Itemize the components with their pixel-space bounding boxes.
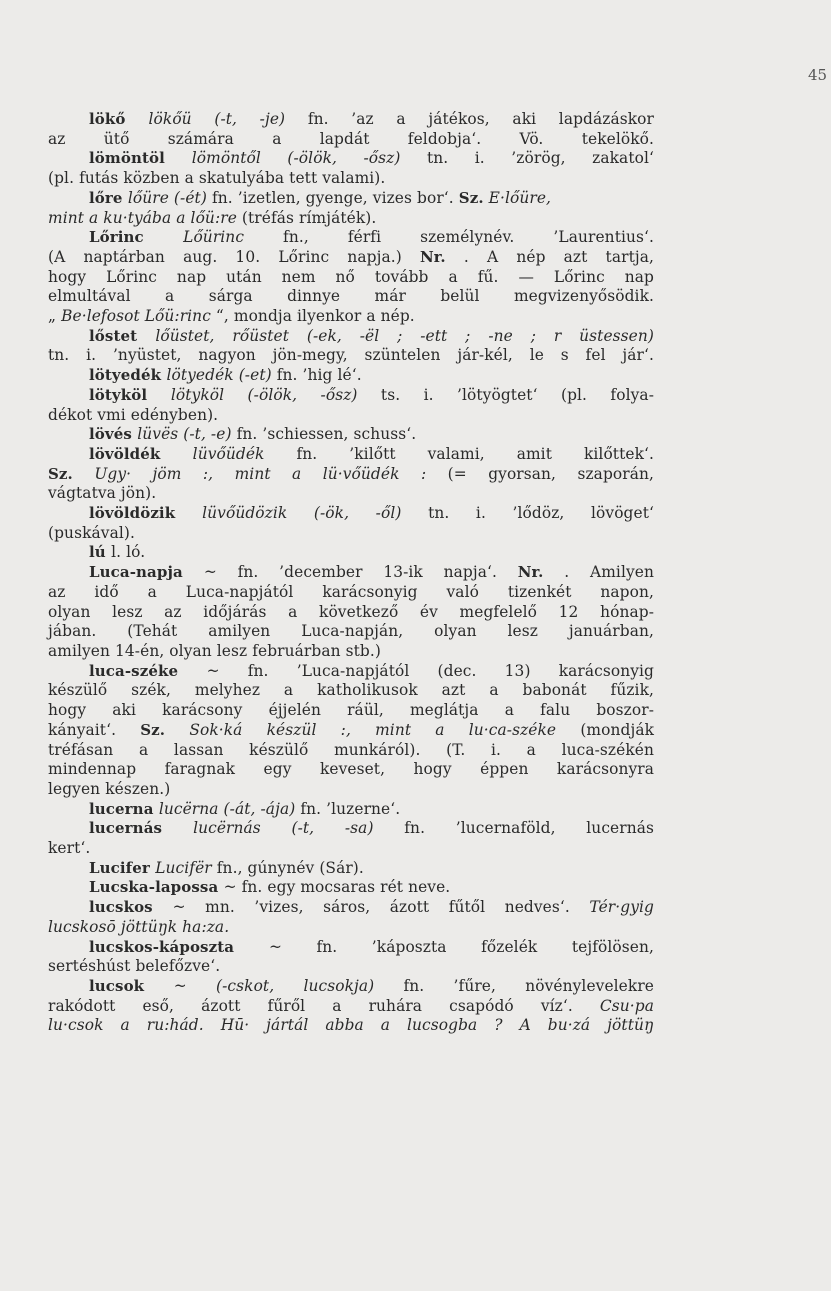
text-line <box>48 287 654 307</box>
dialect-form: Csu·pa <box>599 996 654 1015</box>
dialect-form: Lőürinc <box>183 228 245 247</box>
definition-text: kert‘. <box>48 839 91 858</box>
definition-text: fn. ’lucernaföld, lucernás <box>404 819 654 838</box>
text-line <box>48 741 654 761</box>
text-line <box>48 1016 654 1036</box>
headword: lövöldözik <box>89 504 203 523</box>
text-line <box>48 465 654 485</box>
definition-text: jában. (Tehát amilyen Luca-napján, olyan lesz januárban, <box>48 622 654 641</box>
dialect-form: lu·csok a ru:hád. Hū· jártál abba a lucsogba ? A bu·zá jöttüŋ <box>48 1016 654 1035</box>
text-line <box>48 346 654 366</box>
text-line <box>48 800 654 820</box>
text-line <box>48 386 654 406</box>
definition-text: ~ fn. egy mocsaras rét neve. <box>223 878 451 897</box>
headword: Sz. <box>458 188 484 207</box>
headword: Lucska-lapossa <box>89 878 224 897</box>
text-line <box>48 603 654 623</box>
definition-text: tn. i. ’lődöz, lövöget‘ <box>428 504 654 523</box>
definition-text: ~ fn. ’káposzta főzelék tejfölösen, <box>268 937 654 956</box>
dictionary-text <box>48 110 654 1036</box>
text-line <box>48 524 654 544</box>
text-line <box>48 169 654 189</box>
headword: lőstet <box>89 326 156 345</box>
text-line <box>48 189 654 209</box>
text-line <box>48 406 654 426</box>
headword: lucskos <box>89 898 173 917</box>
definition-text: fn. ’luzerne‘. <box>300 799 401 818</box>
dialect-form: Be·lefosot Lőü:rinc <box>61 307 211 326</box>
text-line <box>48 445 654 465</box>
definition-text: . A nép azt tartja, <box>463 247 654 266</box>
dialect-form: lüvës (-t, -e) <box>137 425 232 444</box>
headword: Sz. <box>48 464 73 483</box>
dialect-form: lucskosō jöttüŋk ha:za. <box>48 917 230 936</box>
headword: lucskos-káposzta <box>89 937 269 956</box>
definition-text: ~ fn. ’december 13-ik napja‘. <box>203 563 518 582</box>
headword: Lőrinc <box>89 228 184 247</box>
definition-text: fn. ’az a játékos, aki lapdázáskor <box>307 110 655 128</box>
dialect-form: (-cskot, lucsokja) <box>216 976 375 995</box>
definition-text: rakódott eső, ázott fűről a ruhára csapódó víz‘. <box>48 996 600 1015</box>
headword: lucerna <box>89 799 159 818</box>
headword: lú <box>89 543 112 562</box>
dialect-form: lucërnás (-t, -sa) <box>193 819 374 838</box>
text-line <box>48 918 654 938</box>
text-line <box>48 681 654 701</box>
definition-text: sertéshúst belefőzve‘. <box>48 957 221 976</box>
text-line <box>48 209 654 229</box>
dialect-form: mint a ku·tyába a lőü:re <box>48 208 237 227</box>
definition-text: fn., férfi személynév. ’Laurentius‘. <box>283 228 654 247</box>
dialect-form: lőüstet, rőüstet (-ek, -ël ; -ett ; -ne ; r üstessen) <box>155 326 654 345</box>
definition-text: fn. ’hig lé‘. <box>276 366 362 385</box>
text-line <box>48 327 654 347</box>
definition-text: (mondják <box>580 720 655 739</box>
headword: lőre <box>89 188 128 207</box>
definition-text: fn. ’fűre, növénylevelekre <box>403 976 654 995</box>
text-line <box>48 543 654 563</box>
text-line <box>48 662 654 682</box>
text-line <box>48 149 654 169</box>
text-line <box>48 228 654 248</box>
headword: lömöntöl <box>89 149 192 168</box>
dialect-form: Lucifër <box>155 858 212 877</box>
headword: Luca-napja <box>89 563 204 582</box>
definition-text: “, mondja ilyenkor a nép. <box>215 307 415 326</box>
definition-text: (tréfás rímjáték). <box>241 208 377 227</box>
headword: lövöldék <box>89 444 193 463</box>
definition-text: dékot vmi edényben). <box>48 405 219 424</box>
text-line <box>48 425 654 445</box>
text-line <box>48 622 654 642</box>
dialect-form: lüvőüdözik (-ök, -ől) <box>202 504 402 523</box>
text-line <box>48 997 654 1017</box>
definition-text: hogy aki karácsony éjjelén ráül, meglátja a falu boszor- <box>48 701 654 720</box>
text-line <box>48 819 654 839</box>
text-line <box>48 248 654 268</box>
definition-text: kányait‘. <box>48 720 141 739</box>
definition-text: készülő szék, melyhez a katholikusok azt a babonát fűzik, <box>48 681 654 700</box>
definition-text: fn., gúnynév (Sár). <box>216 858 364 877</box>
definition-text: (puskával). <box>48 523 135 542</box>
definition-text: fn. ’izetlen, gyenge, vizes bor‘. <box>211 188 459 207</box>
text-line <box>48 957 654 977</box>
text-line <box>48 642 654 662</box>
definition-text: legyen készen.) <box>48 779 171 798</box>
definition-text: tn. i. ’zörög, zakatol‘ <box>426 149 654 168</box>
headword: Lucifer <box>89 858 156 877</box>
definition-text: tréfásan a lassan készülő munkáról). (T. i. a luca-székén <box>48 740 654 759</box>
definition-text: (= gyorsan, szaporán, <box>447 464 655 483</box>
dialect-form: lötyköl (-ölök, -ősz) <box>170 385 358 404</box>
headword: lucsok <box>89 976 174 995</box>
text-line <box>48 878 654 898</box>
definition-text: amilyen 14-én, olyan lesz februárban stb.) <box>48 641 381 660</box>
dialect-form: Tér·gyig <box>589 898 654 917</box>
definition-text: . Amilyen <box>564 563 654 582</box>
definition-text: fn. ’kilőtt valami, amit kilőttek‘. <box>296 444 654 463</box>
text-line <box>48 484 654 504</box>
dialect-form: lőüre (-ét) <box>127 188 207 207</box>
text-line <box>48 721 654 741</box>
text-line <box>48 859 654 879</box>
definition-text: (pl. futás közben a skatulyába tett valami). <box>48 169 386 188</box>
definition-text: az idő a Luca-napjától karácsonyig való tizenkét napon, <box>48 582 654 601</box>
headword: Nr. <box>419 247 446 266</box>
dialect-form: lötyedék (-et) <box>166 366 272 385</box>
definition-text: „ <box>48 307 57 326</box>
page-number: 45 <box>808 66 828 84</box>
text-line <box>48 898 654 918</box>
definition-text: ~ mn. ’vizes, sáros, ázott fűtől nedves‘. <box>172 898 590 917</box>
headword: lucernás <box>89 819 194 838</box>
headword: Sz. <box>140 720 166 739</box>
text-line <box>48 563 654 583</box>
text-line <box>48 938 654 958</box>
dialect-form: lömöntől (-ölök, -ősz) <box>191 149 401 168</box>
definition-text: fn. ’schiessen, schuss‘. <box>236 425 417 444</box>
text-line <box>48 780 654 800</box>
text-line <box>48 583 654 603</box>
text-line <box>48 760 654 780</box>
dialect-form: lucërna (-át, -ája) <box>158 799 296 818</box>
text-line <box>48 307 654 327</box>
definition-text: ts. i. ’lötyögtet‘ (pl. folya- <box>380 385 654 404</box>
text-line <box>48 110 654 130</box>
definition-text: (A naptárban aug. 10. Lőrinc napja.) <box>48 247 420 266</box>
definition-text: olyan lesz az időjárás a következő év megfelelő 12 hónap- <box>48 602 654 621</box>
headword: luca-széke <box>89 661 207 680</box>
definition-text: ~ fn. ’Luca-napjától (dec. 13) karácsonyig <box>206 661 654 680</box>
definition-text: vágtatva jön). <box>48 484 157 503</box>
headword: lövés <box>89 425 138 444</box>
text-line <box>48 130 654 150</box>
definition-text: hogy Lőrinc nap után nem nő tovább a fű. — Lőrinc nap <box>48 267 654 286</box>
dialect-form: lüvőüdék <box>192 444 265 463</box>
definition-text: az ütő számára a lapdát feldobja‘. Vö. tekelökő. <box>48 129 654 148</box>
definition-text: tn. i. ’nyüstet, nagyon jön-megy, szüntelen jár-kél, le s fel jár‘. <box>48 346 654 365</box>
definition-text: l. ló. <box>111 543 146 562</box>
headword: lötyedék <box>89 366 167 385</box>
dialect-form: Sok·ká készül :, mint a lu·ca-széke <box>189 720 557 739</box>
headword: lökő <box>89 110 149 128</box>
text-line <box>48 701 654 721</box>
dialect-form: E·lőüre, <box>488 188 552 207</box>
definition-text: elmultával a sárga dinnye már belül megvizenyősödik. <box>48 287 654 306</box>
headword: Nr. <box>517 563 544 582</box>
text-line <box>48 366 654 386</box>
text-line <box>48 268 654 288</box>
headword: lötyköl <box>89 385 171 404</box>
definition-text: mindennap faragnak egy keveset, hogy éppen karácsonyra <box>48 760 654 779</box>
text-line <box>48 839 654 859</box>
dialect-form: lökőü (-t, -je) <box>148 110 286 128</box>
text-line <box>48 504 654 524</box>
text-line <box>48 977 654 997</box>
definition-text: ~ <box>173 976 217 995</box>
dialect-form: Ugy· jöm :, mint a lü·vőüdék : <box>94 464 427 483</box>
